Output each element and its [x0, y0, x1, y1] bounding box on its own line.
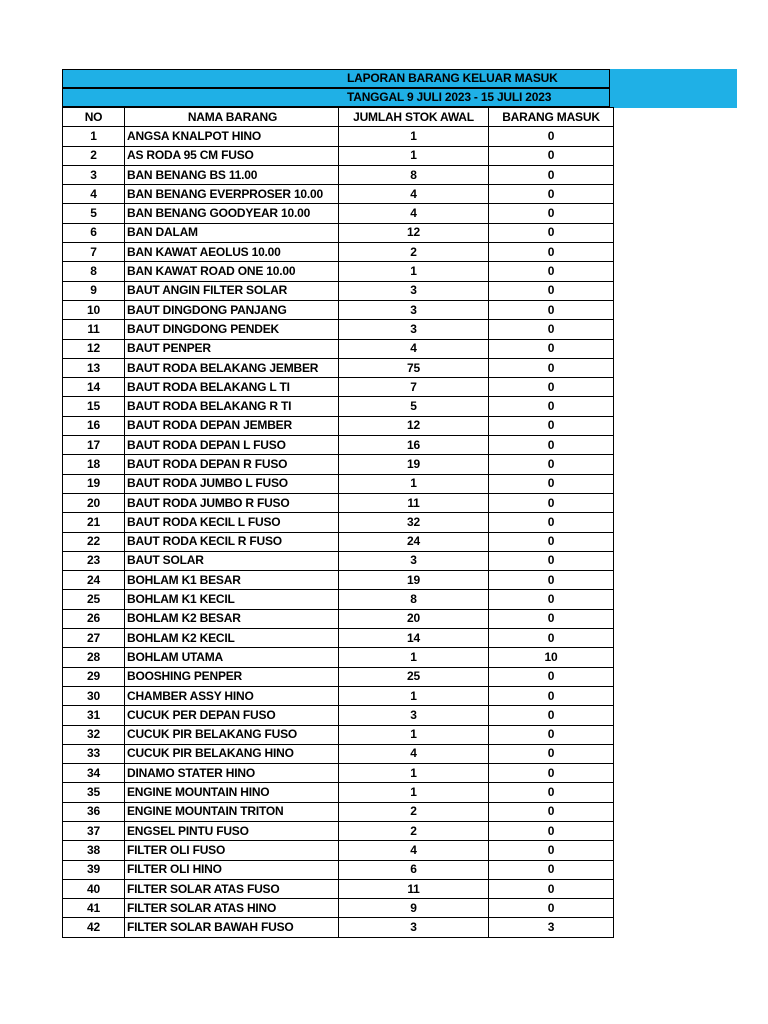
table-row: [63, 860, 614, 879]
table-row: [63, 416, 614, 435]
row-barang-masuk: 0: [489, 899, 614, 918]
table-row: [63, 493, 614, 512]
table-row: [63, 879, 614, 898]
row-barang-masuk: 0: [489, 243, 614, 262]
row-jumlah-stok-awal: 11: [339, 879, 489, 898]
row-nama-barang: BAUT RODA BELAKANG L TI: [125, 378, 339, 397]
row-jumlah-stok-awal: 12: [339, 416, 489, 435]
row-barang-masuk: 0: [489, 474, 614, 493]
table-row: [63, 243, 614, 262]
row-nama-barang: FILTER OLI FUSO: [125, 841, 339, 860]
row-nama-barang: ENGSEL PINTU FUSO: [125, 821, 339, 840]
row-barang-masuk: 0: [489, 609, 614, 628]
row-no: 30: [63, 686, 125, 705]
row-nama-barang: BAUT PENPER: [125, 339, 339, 358]
row-nama-barang: BAN KAWAT ROAD ONE 10.00: [125, 262, 339, 281]
table-row: [63, 802, 614, 821]
row-no: 1: [63, 127, 125, 146]
table-row: [63, 513, 614, 532]
row-no: 40: [63, 879, 125, 898]
row-jumlah-stok-awal: 2: [339, 821, 489, 840]
row-jumlah-stok-awal: 7: [339, 378, 489, 397]
row-no: 27: [63, 629, 125, 648]
row-jumlah-stok-awal: 1: [339, 127, 489, 146]
row-no: 26: [63, 609, 125, 628]
row-no: 32: [63, 725, 125, 744]
row-no: 35: [63, 783, 125, 802]
table-row: [63, 667, 614, 686]
row-no: 37: [63, 821, 125, 840]
row-barang-masuk: 0: [489, 860, 614, 879]
row-no: 3: [63, 165, 125, 184]
table-row: [63, 918, 614, 937]
row-barang-masuk: 0: [489, 493, 614, 512]
row-nama-barang: ENGINE MOUNTAIN TRITON: [125, 802, 339, 821]
row-barang-masuk: 0: [489, 513, 614, 532]
table-row: [63, 397, 614, 416]
row-nama-barang: ANGSA KNALPOT HINO: [125, 127, 339, 146]
row-no: 10: [63, 300, 125, 319]
table-header-row: [63, 108, 614, 127]
row-jumlah-stok-awal: 32: [339, 513, 489, 532]
report-title: LAPORAN BARANG KELUAR MASUK: [347, 71, 558, 85]
row-jumlah-stok-awal: 24: [339, 532, 489, 551]
row-jumlah-stok-awal: 1: [339, 648, 489, 667]
row-barang-masuk: 0: [489, 378, 614, 397]
row-nama-barang: BAUT DINGDONG PANJANG: [125, 300, 339, 319]
row-no: 28: [63, 648, 125, 667]
row-jumlah-stok-awal: 1: [339, 474, 489, 493]
row-jumlah-stok-awal: 1: [339, 764, 489, 783]
row-barang-masuk: 0: [489, 262, 614, 281]
row-barang-masuk: 0: [489, 320, 614, 339]
row-jumlah-stok-awal: 2: [339, 243, 489, 262]
row-jumlah-stok-awal: 25: [339, 667, 489, 686]
table-row: [63, 204, 614, 223]
row-nama-barang: AS RODA 95 CM FUSO: [125, 146, 339, 165]
table-row: [63, 378, 614, 397]
row-no: 41: [63, 899, 125, 918]
row-barang-masuk: 0: [489, 436, 614, 455]
row-jumlah-stok-awal: 3: [339, 281, 489, 300]
row-barang-masuk: 0: [489, 725, 614, 744]
row-jumlah-stok-awal: 3: [339, 551, 489, 570]
row-nama-barang: BAUT RODA KECIL R FUSO: [125, 532, 339, 551]
stock-table: [62, 107, 614, 938]
table-row: [63, 744, 614, 763]
row-nama-barang: BAUT ANGIN FILTER SOLAR: [125, 281, 339, 300]
row-no: 25: [63, 590, 125, 609]
table-row: [63, 899, 614, 918]
row-jumlah-stok-awal: 3: [339, 918, 489, 937]
row-jumlah-stok-awal: 9: [339, 899, 489, 918]
table-row: [63, 551, 614, 570]
row-no: 20: [63, 493, 125, 512]
row-jumlah-stok-awal: 12: [339, 223, 489, 242]
row-barang-masuk: 0: [489, 571, 614, 590]
table-row: [63, 455, 614, 474]
table-row: [63, 648, 614, 667]
row-barang-masuk: 0: [489, 165, 614, 184]
row-barang-masuk: 0: [489, 706, 614, 725]
row-nama-barang: BAUT RODA DEPAN L FUSO: [125, 436, 339, 455]
row-jumlah-stok-awal: 1: [339, 262, 489, 281]
row-barang-masuk: 0: [489, 300, 614, 319]
table-row: [63, 223, 614, 242]
row-nama-barang: BAUT RODA BELAKANG R TI: [125, 397, 339, 416]
row-no: 14: [63, 378, 125, 397]
row-jumlah-stok-awal: 1: [339, 686, 489, 705]
row-nama-barang: BAN BENANG BS 11.00: [125, 165, 339, 184]
row-no: 19: [63, 474, 125, 493]
row-barang-masuk: 0: [489, 821, 614, 840]
row-no: 31: [63, 706, 125, 725]
report-title-row: [62, 69, 610, 88]
row-barang-masuk: 0: [489, 744, 614, 763]
row-barang-masuk: 0: [489, 416, 614, 435]
row-nama-barang: CUCUK PIR BELAKANG HINO: [125, 744, 339, 763]
row-jumlah-stok-awal: 19: [339, 571, 489, 590]
table-row: [63, 686, 614, 705]
row-nama-barang: BOHLAM K1 BESAR: [125, 571, 339, 590]
row-nama-barang: BOHLAM K1 KECIL: [125, 590, 339, 609]
row-jumlah-stok-awal: 1: [339, 146, 489, 165]
row-nama-barang: BOHLAM K2 KECIL: [125, 629, 339, 648]
row-barang-masuk: 0: [489, 185, 614, 204]
row-nama-barang: FILTER OLI HINO: [125, 860, 339, 879]
table-row: [63, 436, 614, 455]
row-nama-barang: BAUT RODA JUMBO R FUSO: [125, 493, 339, 512]
row-barang-masuk: 0: [489, 223, 614, 242]
row-barang-masuk: 0: [489, 841, 614, 860]
row-jumlah-stok-awal: 4: [339, 185, 489, 204]
row-nama-barang: FILTER SOLAR BAWAH FUSO: [125, 918, 339, 937]
row-nama-barang: FILTER SOLAR ATAS HINO: [125, 899, 339, 918]
header-nama-barang: NAMA BARANG: [125, 108, 339, 127]
row-barang-masuk: 0: [489, 686, 614, 705]
row-no: 16: [63, 416, 125, 435]
table-row: [63, 841, 614, 860]
row-jumlah-stok-awal: 1: [339, 725, 489, 744]
row-no: 2: [63, 146, 125, 165]
row-no: 23: [63, 551, 125, 570]
row-no: 15: [63, 397, 125, 416]
table-row: [63, 629, 614, 648]
row-nama-barang: DINAMO STATER HINO: [125, 764, 339, 783]
row-no: 5: [63, 204, 125, 223]
row-jumlah-stok-awal: 5: [339, 397, 489, 416]
row-no: 17: [63, 436, 125, 455]
row-no: 7: [63, 243, 125, 262]
row-barang-masuk: 0: [489, 455, 614, 474]
row-barang-masuk: 10: [489, 648, 614, 667]
table-row: [63, 821, 614, 840]
table-row: [63, 339, 614, 358]
table-row: [63, 185, 614, 204]
row-no: 29: [63, 667, 125, 686]
row-nama-barang: ENGINE MOUNTAIN HINO: [125, 783, 339, 802]
table-row: [63, 609, 614, 628]
row-no: 42: [63, 918, 125, 937]
row-jumlah-stok-awal: 11: [339, 493, 489, 512]
table-row: [63, 706, 614, 725]
row-no: 9: [63, 281, 125, 300]
row-barang-masuk: 0: [489, 397, 614, 416]
row-no: 13: [63, 358, 125, 377]
row-barang-masuk: 0: [489, 146, 614, 165]
row-nama-barang: BOOSHING PENPER: [125, 667, 339, 686]
row-barang-masuk: 0: [489, 127, 614, 146]
row-no: 22: [63, 532, 125, 551]
row-barang-masuk: 0: [489, 802, 614, 821]
row-nama-barang: BAUT RODA DEPAN R FUSO: [125, 455, 339, 474]
row-nama-barang: CHAMBER ASSY HINO: [125, 686, 339, 705]
row-no: 24: [63, 571, 125, 590]
row-jumlah-stok-awal: 14: [339, 629, 489, 648]
row-barang-masuk: 0: [489, 590, 614, 609]
row-nama-barang: BAUT RODA JUMBO L FUSO: [125, 474, 339, 493]
row-jumlah-stok-awal: 4: [339, 204, 489, 223]
row-no: 33: [63, 744, 125, 763]
table-row: [63, 474, 614, 493]
row-jumlah-stok-awal: 8: [339, 590, 489, 609]
row-jumlah-stok-awal: 19: [339, 455, 489, 474]
table-row: [63, 165, 614, 184]
row-nama-barang: BAN BENANG GOODYEAR 10.00: [125, 204, 339, 223]
header-barang-masuk: BARANG MASUK: [489, 108, 614, 127]
row-no: 39: [63, 860, 125, 879]
row-no: 12: [63, 339, 125, 358]
header-jumlah-stok-awal: JUMLAH STOK AWAL: [339, 108, 489, 127]
row-barang-masuk: 0: [489, 629, 614, 648]
row-jumlah-stok-awal: 4: [339, 841, 489, 860]
row-barang-masuk: 0: [489, 339, 614, 358]
table-row: [63, 300, 614, 319]
table-row: [63, 146, 614, 165]
row-barang-masuk: 0: [489, 204, 614, 223]
row-jumlah-stok-awal: 1: [339, 783, 489, 802]
row-jumlah-stok-awal: 3: [339, 300, 489, 319]
table-row: [63, 127, 614, 146]
row-nama-barang: BAUT RODA KECIL L FUSO: [125, 513, 339, 532]
row-jumlah-stok-awal: 4: [339, 744, 489, 763]
report-period: TANGGAL 9 JULI 2023 - 15 JULI 2023: [347, 90, 552, 104]
row-nama-barang: FILTER SOLAR ATAS FUSO: [125, 879, 339, 898]
row-barang-masuk: 0: [489, 783, 614, 802]
row-no: 21: [63, 513, 125, 532]
row-nama-barang: BAUT RODA BELAKANG JEMBER: [125, 358, 339, 377]
row-no: 8: [63, 262, 125, 281]
table-row: [63, 358, 614, 377]
table-row: [63, 590, 614, 609]
table-row: [63, 725, 614, 744]
row-nama-barang: BAUT RODA DEPAN JEMBER: [125, 416, 339, 435]
row-barang-masuk: 3: [489, 918, 614, 937]
row-nama-barang: CUCUK PIR BELAKANG FUSO: [125, 725, 339, 744]
row-nama-barang: BAN BENANG EVERPROSER 10.00: [125, 185, 339, 204]
row-barang-masuk: 0: [489, 532, 614, 551]
row-barang-masuk: 0: [489, 667, 614, 686]
report-period-row: [62, 88, 610, 107]
row-nama-barang: BAUT DINGDONG PENDEK: [125, 320, 339, 339]
row-nama-barang: BOHLAM UTAMA: [125, 648, 339, 667]
row-jumlah-stok-awal: 16: [339, 436, 489, 455]
row-no: 4: [63, 185, 125, 204]
table-row: [63, 262, 614, 281]
table-row: [63, 571, 614, 590]
row-barang-masuk: 0: [489, 281, 614, 300]
row-barang-masuk: 0: [489, 764, 614, 783]
table-row: [63, 783, 614, 802]
row-nama-barang: BAN DALAM: [125, 223, 339, 242]
table-row: [63, 320, 614, 339]
row-nama-barang: BOHLAM K2 BESAR: [125, 609, 339, 628]
table-row: [63, 764, 614, 783]
row-nama-barang: BAUT SOLAR: [125, 551, 339, 570]
row-no: 18: [63, 455, 125, 474]
row-jumlah-stok-awal: 4: [339, 339, 489, 358]
row-jumlah-stok-awal: 3: [339, 706, 489, 725]
row-no: 34: [63, 764, 125, 783]
row-no: 38: [63, 841, 125, 860]
row-no: 36: [63, 802, 125, 821]
row-nama-barang: BAN KAWAT AEOLUS 10.00: [125, 243, 339, 262]
row-barang-masuk: 0: [489, 358, 614, 377]
row-jumlah-stok-awal: 8: [339, 165, 489, 184]
row-jumlah-stok-awal: 3: [339, 320, 489, 339]
row-jumlah-stok-awal: 20: [339, 609, 489, 628]
row-no: 11: [63, 320, 125, 339]
row-jumlah-stok-awal: 6: [339, 860, 489, 879]
row-jumlah-stok-awal: 75: [339, 358, 489, 377]
row-barang-masuk: 0: [489, 879, 614, 898]
header-no: NO: [63, 108, 125, 127]
table-row: [63, 281, 614, 300]
table-body: [63, 127, 614, 937]
row-no: 6: [63, 223, 125, 242]
table-row: [63, 532, 614, 551]
row-barang-masuk: 0: [489, 551, 614, 570]
row-nama-barang: CUCUK PER DEPAN FUSO: [125, 706, 339, 725]
row-jumlah-stok-awal: 2: [339, 802, 489, 821]
